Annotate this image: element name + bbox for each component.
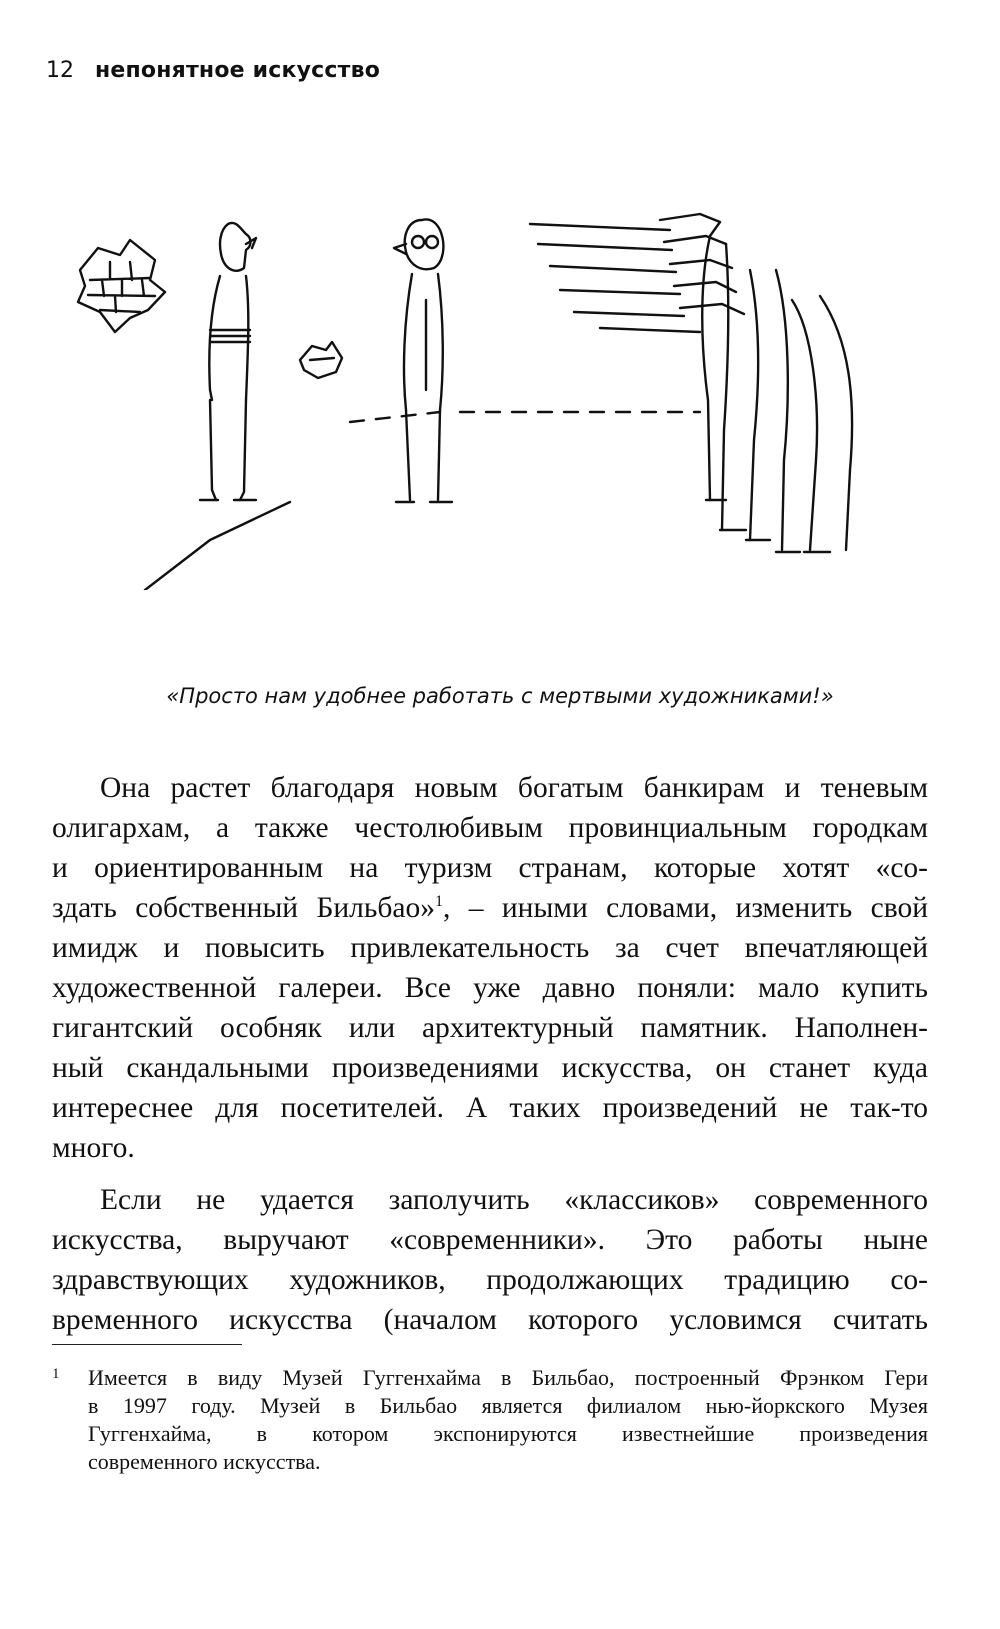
- footnote-mark: 1: [52, 1366, 60, 1382]
- footnote-divider: [52, 1344, 242, 1345]
- paragraph-line: гигантский особняк или архитектурный памятник. Наполнен-: [52, 1012, 928, 1044]
- footnote-body: [88, 1364, 928, 1476]
- paragraph-1: [52, 768, 928, 1168]
- ground-line: [145, 502, 290, 590]
- paragraph-line-with-footnote: [52, 888, 928, 928]
- footnote-line: Имеется в виду Музей Гуггенхайма в Бильбао, построенный Фрэнком Гери: [88, 1365, 928, 1390]
- paragraph-line: и ориентированным на туризм странам, которые хотят «со-: [52, 852, 928, 884]
- running-head: [46, 58, 380, 83]
- footnote-ref[interactable]: 1: [434, 893, 443, 911]
- wall-fragment: [78, 240, 165, 332]
- paragraph-line: художественной галереи. Все уже давно поняли: мало купить: [52, 972, 928, 1004]
- artist-figure: [200, 223, 256, 500]
- curator-figure: [394, 219, 452, 502]
- paragraph-line: временного искусства (началом которого условимся считать: [52, 1304, 928, 1336]
- firing-squad: [530, 214, 852, 552]
- running-title: непонятное искусство: [95, 58, 381, 83]
- paragraph-line: олигархам, а также честолюбивым провинциальным городкам: [52, 812, 928, 844]
- paragraph-line: Если не удается заполучить «классиков» современного: [100, 1184, 928, 1216]
- paragraph-line: ный скандальными произведениями искусства, он станет куда: [52, 1052, 928, 1084]
- paragraph-line: искусства, выручают «современники». Это работы ныне: [52, 1224, 928, 1256]
- paragraph-line-head: здать собственный Бильбао»: [52, 892, 435, 924]
- rubble: [300, 342, 342, 378]
- paragraph-line: здравствующих художников, продолжающих традицию со-: [52, 1264, 928, 1296]
- paragraph-line: интереснее для посетителей. А таких произведений не так-то: [52, 1092, 928, 1124]
- page-number: 12: [46, 58, 74, 83]
- ground-dash: [350, 412, 700, 422]
- footnote-line: в 1997 году. Музей в Бильбао является филиалом нью-йоркского Музея: [88, 1393, 928, 1418]
- footnote-line: современного искусства.: [88, 1449, 321, 1474]
- paragraph-line: много.: [52, 1132, 135, 1164]
- cartoon-illustration: [60, 200, 880, 590]
- paragraph-line-tail: , – иными словами, изменить свой: [442, 892, 928, 924]
- paragraph-line: Она растет благодаря новым богатым банкирам и теневым: [100, 772, 928, 804]
- cartoon-drawing: [60, 200, 880, 590]
- cartoon-caption: «Просто нам удобнее работать с мертвыми художниками!»: [166, 684, 834, 708]
- footnote: [52, 1364, 928, 1476]
- footnote-line: Гуггенхайма, в котором экспонируются известнейшие произведения: [88, 1421, 928, 1446]
- paragraph-2: [52, 1180, 928, 1340]
- paragraph-line: имидж и повысить привлекательность за счет впечатляющей: [52, 932, 928, 964]
